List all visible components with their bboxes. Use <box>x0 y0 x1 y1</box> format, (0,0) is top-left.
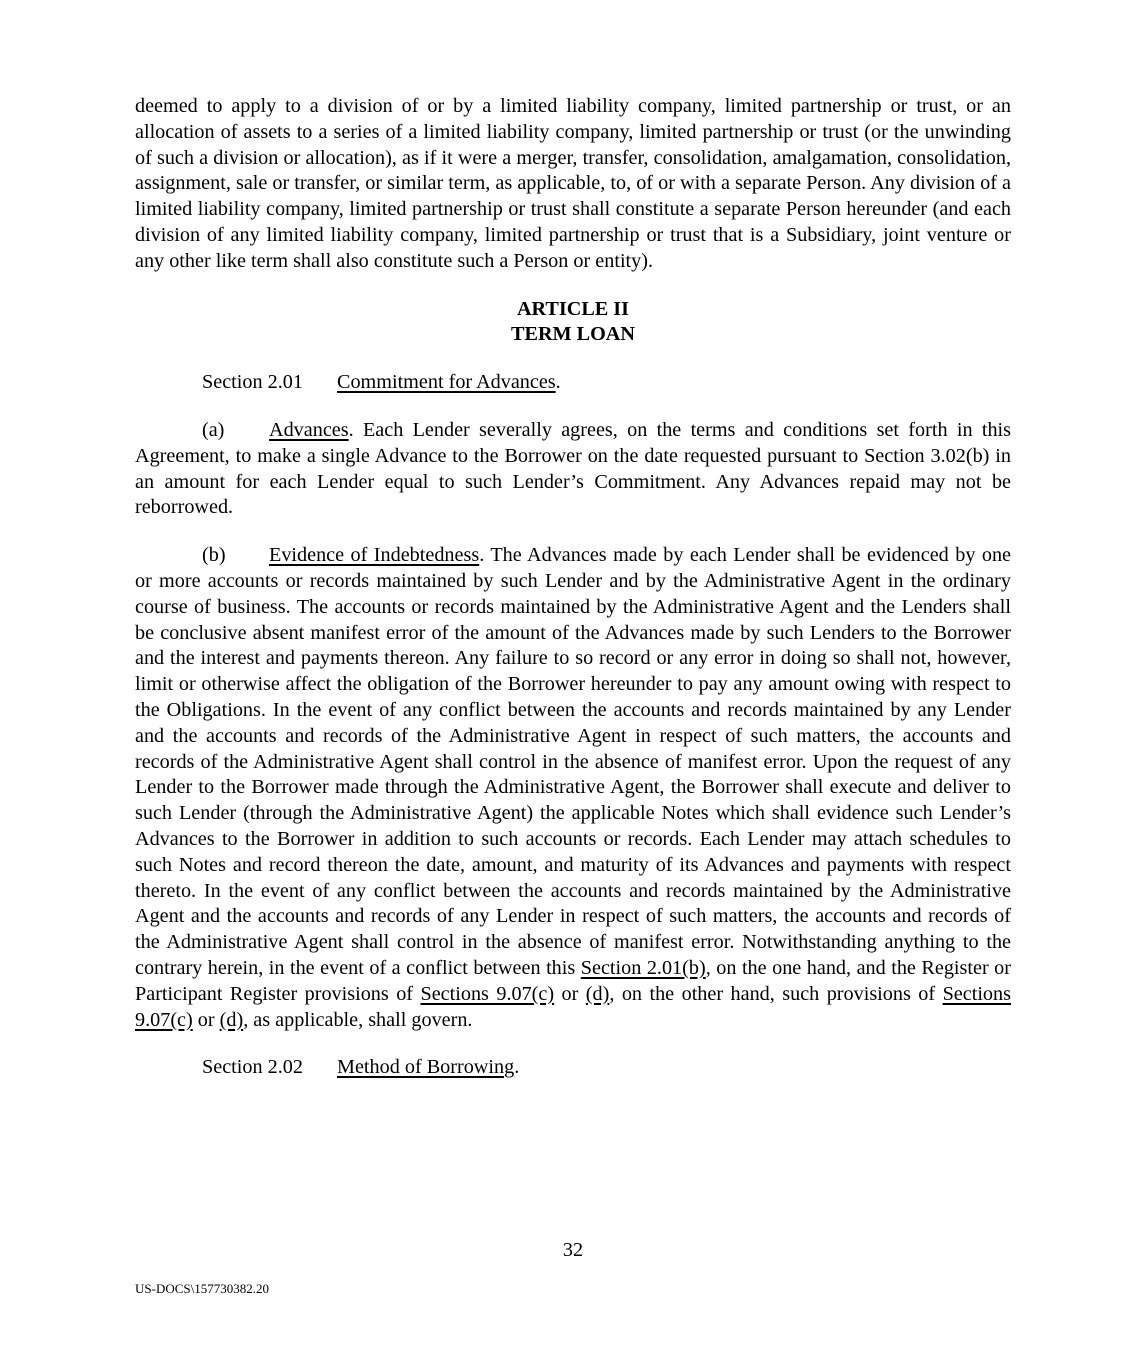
paragraph-b-heading: Evidence of Indebtedness <box>269 544 480 567</box>
article-number: ARTICLE II <box>516 297 630 320</box>
section-2-01-heading <box>135 370 1011 396</box>
section-2-02-title: Method of Borrowing <box>337 1056 515 1079</box>
intro-paragraph: deemed to apply to a division of or by a limited liability company, limited partnership or trust, or an allocation of assets to a series of a limited liability company, limited partnership or trust (or the unwinding of such a division or allocation), as if it were a merger, transfer, consolidation, amalgamation, consolidation, assignment, sale or transfer, or similar term, as applicable, to, of or with a separate Person. Any division of a limited liability company, limited partnership or trust shall constitute a separate Person hereunder (and each division of any limited liability company, limited partnership or trust that is a Subsidiary, joint venture or any other like term shall also constitute such a Person or entity). <box>135 95 1011 272</box>
cross-reference-link: (d) <box>585 982 610 1005</box>
article-title: TERM LOAN <box>511 323 635 346</box>
paragraph-a-heading: Advances <box>269 418 349 441</box>
cross-reference-link: Section 2.01(b) <box>580 956 706 979</box>
paragraph-b-text: , on the one hand, and the Register or Participant Register provisions of <box>135 956 1011 1005</box>
paragraph-b-text: . The Advances made by each Lender shall be evidenced by one or more accounts or records maintained by such Lender and by the Administrative Agent in the ordinary course of business. The accounts or records maintained by the Administrative Agent and the Lenders shall be conclusive absent manifest error of the amount of the Advances made by such Lenders to the Borrower and the interest and payments thereon. Any failure to so record or any error in doing so shall not, however, limit or otherwise affect the obligation of the Borrower hereunder to pay any amount owing with respect to the Obligations. In the event of any conflict between the accounts and records maintained by any Lender and the accounts and records of the Administrative Agent in respect of such matters, the accounts and records of the Administrative Agent shall control in the absence of manifest error. Upon the request of any Lender to the Borrower made through the Administrative Agent, the Borrower shall execute and deliver to such Lender (through the Administrative Agent) the applicable Notes which shall evidence such Lender’s Advances to the Borrower in addition to such accounts or records. Each Lender may attach schedules to such Notes and record thereon the date, amount, and maturity of its Advances and payments with respect thereto. In the event of any conflict between the accounts and records maintained by the Administrative Agent and the accounts and records of any Lender in respect of such matters, the accounts and records of the Administrative Agent shall control in the absence of manifest error. Notwithstanding anything to the contrary herein, in the event of a conflict between this <box>135 544 1011 979</box>
spacer <box>135 348 1011 370</box>
cross-reference-link: Sections 9.07(c) <box>135 982 1011 1031</box>
spacer <box>135 275 1011 297</box>
paragraph-b-text: , on the other hand, such provisions of <box>609 982 943 1005</box>
paragraph-b-text: , as applicable, shall govern. <box>243 1008 473 1031</box>
paragraph-b-label: (b) <box>202 544 226 567</box>
paragraph-b-text: or <box>554 982 586 1005</box>
cross-reference-link: Sections 9.07(c) <box>420 982 555 1005</box>
spacer <box>135 521 1011 543</box>
cross-reference-link: (d) <box>219 1008 244 1031</box>
spacer <box>135 396 1011 418</box>
paragraph-a <box>135 418 1011 521</box>
section-2-02-punct: . <box>514 1056 520 1079</box>
paragraph-b-text: or <box>192 1008 220 1031</box>
paragraph-a-text: . Each Lender severally agrees, on the terms and conditions set forth in this Agreement, to make a single Advance to the Borrower on the date requested pursuant to Section 3.02(b) in an amount for each Lender equal to such Lender’s Commitment. Any Advances repaid may not be reborrowed. <box>135 418 1011 519</box>
section-2-02-number: Section 2.02 <box>202 1056 303 1079</box>
document-page <box>135 94 1011 1081</box>
document-id: US-DOCS\157730382.20 <box>135 1281 269 1296</box>
section-2-01-number: Section 2.01 <box>202 371 303 394</box>
page-number: 32 <box>562 1239 584 1261</box>
section-2-02-heading <box>135 1055 1011 1081</box>
paragraph-b <box>135 543 1011 1033</box>
section-2-01-title: Commitment for Advances <box>337 371 556 394</box>
paragraph-a-label: (a) <box>202 418 225 441</box>
section-2-01-punct: . <box>555 371 561 394</box>
spacer <box>135 1033 1011 1055</box>
